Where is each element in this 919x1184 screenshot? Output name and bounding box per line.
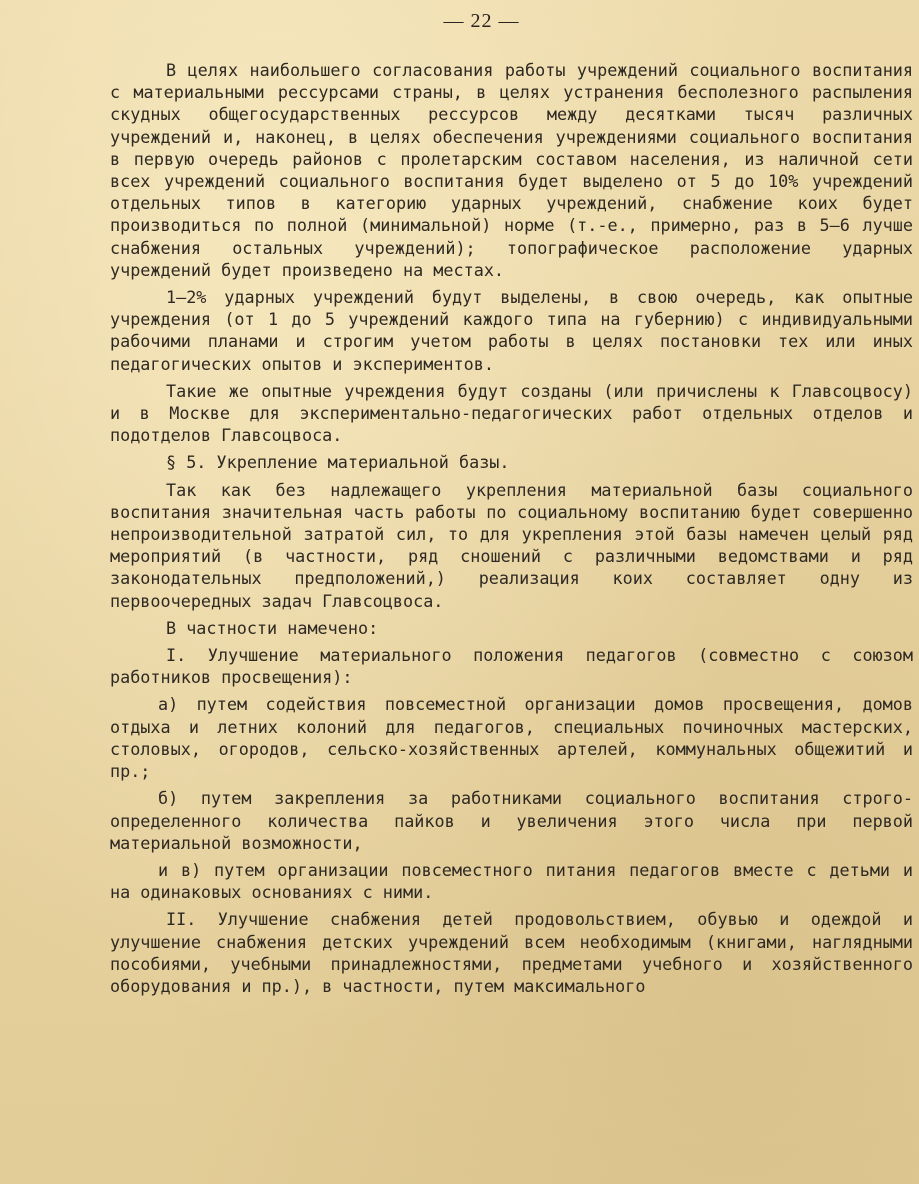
paragraph-subitem-a: а) путем содействия повсеместной организации домов просвещения, домов отдыха и летних колоний для педагогов, специальных починочных мастерских, столовых, огородов, сельско-хозяйственных артелей, коммунальных общежитий и пр.; <box>110 694 913 782</box>
paragraph-subitem-b: б) путем закрепления за работниками социального воспитания строго-определенного количества пайков и увеличения этого числа при первой материальной возможности, <box>110 788 913 853</box>
paragraph-planned: В частности намечено: <box>166 617 379 638</box>
paragraph-experimental-institutions: 1—2% ударных учреждений будут выделены, в свою очередь, как опытные учреждения (от 1 до 5 учреждений каждого типа на губернию) с индивидуальными рабочими планами и строгим учетом работы в целях постановки тех или иных педагогических опытов и экспериментов. <box>110 287 913 374</box>
page-number: — 22 — <box>443 10 520 32</box>
paragraph-item-1: I. Улучшение материального положения педагогов (совместно с союзом работников просвещения): <box>110 645 913 688</box>
paragraph-shock-institutions: В целях наибольшего согласования работы учреждений социального воспитания с материальными рессурсами страны, в целях устранения бесполезного распыления скудных общегосударственных рессурсов между десятками тысяч различных учреждений и, наконец, в целях обеспечения учреждениями социального воспитания в первую очередь районов с пролетарским составом населения, из наличной сети всех учреждений социального воспитания будет выделено от 5 до 10% учреждений отдельных типов в категорию ударных учреждений, снабжение коих будет производиться по полной (минимальной) норме (т.-е., примерно, раз в 5—6 лучше снабжения остальных учреждений); топографическое расположение ударных учреждений будет произведено на местах. <box>110 60 913 280</box>
paragraph-moscow-experimental: Такие же опытные учреждения будут созданы (или причислены к Главсоцвосу) и в Москве для экспериментально-педагогических работ отдельных отделов и подотделов Главсоцвоса. <box>110 380 913 446</box>
paragraph-item-2: II. Улучшение снабжения детей продовольствием, обувью и одеждой и улучшение снабжения детских учреждений всем необходимым (книгами, наглядными пособиями, учебными принадлежностями, предметами учебного и хозяйственного оборудования и пр.), в частности, путем максимального <box>110 909 913 996</box>
page-body <box>110 59 913 997</box>
paragraph-material-base: Так как без надлежащего укрепления материальной базы социального воспитания значительная часть работы по социальному воспитанию будет совершенно непроизводительной затратой сил, то для укрепления этой базы намечен целый ряд мероприятий (в частности, ряд сношений с различными ведомствами и ряд законодательных предположений,) реализация коих составляет одну из первоочередных задач Главсоцвоса. <box>110 479 913 611</box>
paragraph-subitem-c: и в) путем организации повсеместного питания педагогов вместе с детьми и на одинаковых основаниях с ними. <box>110 859 913 903</box>
section-heading-material-base: § 5. Укрепление материальной базы. <box>166 452 510 473</box>
